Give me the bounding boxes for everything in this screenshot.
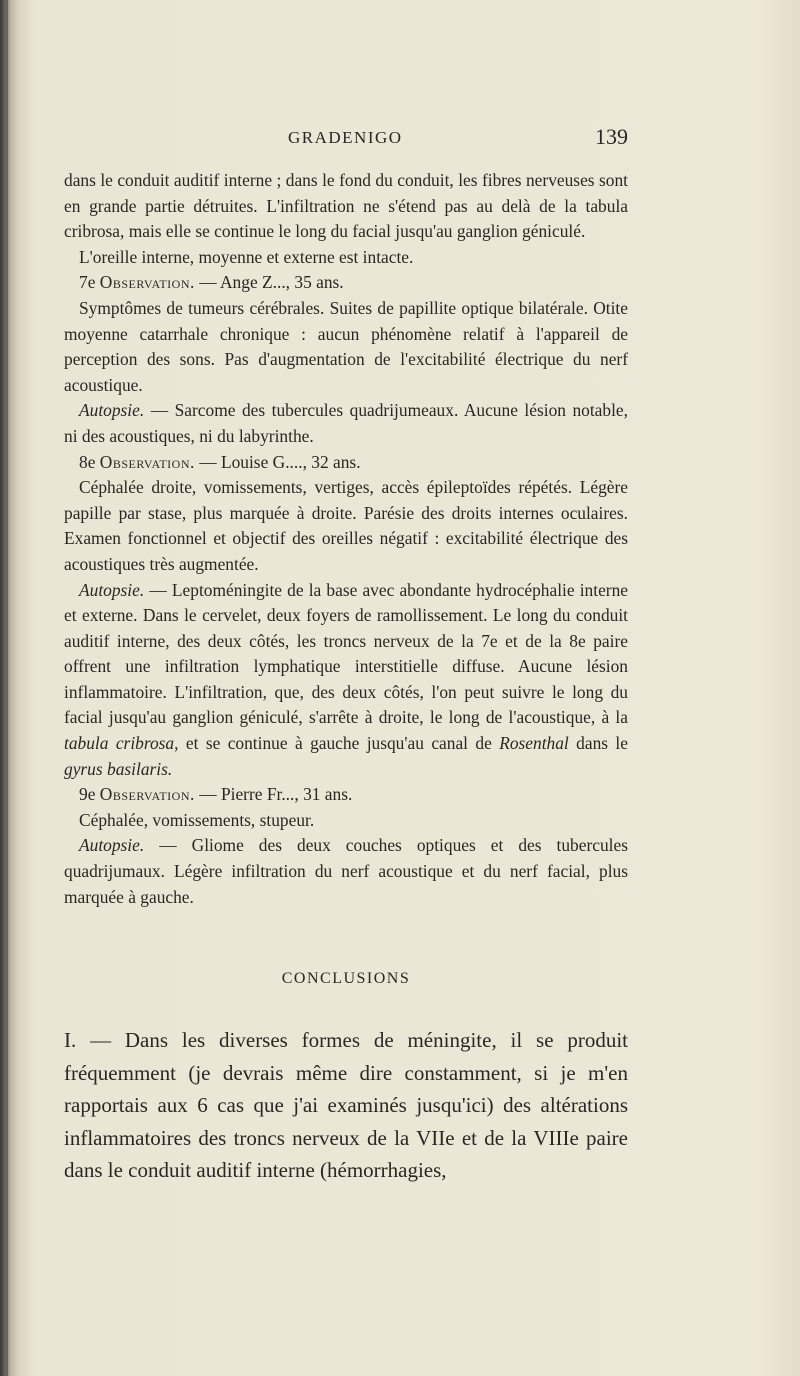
running-header — [64, 124, 628, 154]
observation-7-label: Observation. — [99, 272, 195, 293]
conclusion-paragraph-1 — [64, 1024, 628, 1187]
observation-9-autopsy-text: — Gliome des deux couches optiques et des tubercules quadrijumaux. Légère infiltration du nerf acoustique et du nerf facial, plus marquée à gauche. — [64, 835, 628, 907]
term-tabula-cribrosa: tabula cribrosa, — [64, 733, 179, 754]
observation-7-number: 7e — [79, 272, 96, 293]
observation-7-autopsy — [64, 398, 628, 449]
observation-8-autopsy-text-c: dans le — [576, 733, 628, 754]
observation-8-text: — Louise G...., 32 ans. — [199, 451, 361, 472]
conclusion-pair-vii: VIIe — [416, 1125, 455, 1150]
observation-8-number: 8e — [79, 451, 96, 472]
conclusion-text-a: I. — Dans les diverses formes de méningite, il se produit fréquemment (je devrais même dire constamment, si je m'en rapportais aux 6 cas que j'ai examinés jusqu'ici) des altérations inflammatoires des troncs nerveux de la — [64, 1028, 628, 1150]
observation-9-heading — [64, 782, 628, 808]
observation-8-symptoms: Céphalée droite, vomissements, vertiges, accès épileptoïdes répétés. Légère papille par stase, plus marquée à droite. Parésie des droits internes oculaires. Examen fonctionnel et objectif des oreilles négatif : excitabilité électrique des acoustiques très augmentée. — [64, 477, 628, 574]
observation-7-autopsy-text: — Sarcome des tubercules quadrijumeaux. Aucune lésion notable, ni des acoustiques, ni du labyrinthe. — [64, 400, 628, 446]
observation-9-autopsy — [64, 833, 628, 910]
observation-8-autopsy-text-b: et se continue à gauche jusqu'au canal de — [185, 733, 492, 754]
autopsy-label: Autopsie. — [79, 579, 145, 600]
paragraph-intact-ear: L'oreille interne, moyenne et externe est intacte. — [79, 246, 414, 267]
autopsy-label: Autopsie. — [79, 835, 145, 856]
page-number: 139 — [595, 124, 628, 149]
conclusion-text-b: et de la — [461, 1125, 527, 1150]
conclusions-heading: CONCLUSIONS — [281, 970, 411, 987]
paragraph-continuation: dans le conduit auditif interne ; dans le fond du conduit, les fibres nerveuses sont en grande partie détruites. L'infiltration ne s'étend pas au delà de la tabula cribrosa, mais elle se continue le long du facial jusqu'au ganglion géniculé. — [64, 170, 628, 242]
observation-7-symptoms: Symptômes de tumeurs cérébrales. Suites de papillite optique bilatérale. Otite moyenne catarrhale chronique : aucun phénomène relatif à l'appareil de perception des sons. Pas d'augmentation de l'excitabilité électrique du nerf acoustique. — [64, 297, 628, 395]
conclusion-pair-viii: VIIIe — [533, 1125, 579, 1150]
observation-8-label: Observation. — [99, 451, 195, 472]
observation-8-autopsy — [64, 578, 628, 783]
observation-7-text: — Ange Z..., 35 ans. — [199, 272, 344, 293]
observation-8-heading — [64, 450, 628, 476]
observation-8-autopsy-text-a: — Leptoméningite de la base avec abondante hydrocéphalie interne et externe. Dans le cervelet, deux foyers de ramollissement. Le long du conduit auditif interne, des deux côtés, les troncs nerveux de la 7e et de la 8e paire offrent une infiltration lymphatique interstitielle diffuse. Aucune lésion inflammatoire. L'infiltration, que, des deux côtés, l'on peut suivre le long du facial jusqu'au ganglion géniculé, s'arrête à droite, le long de l'acoustique, à la — [64, 579, 628, 728]
conclusion-text-c: paire dans le conduit auditif interne (hémorrhagies, — [64, 1125, 629, 1183]
term-rosenthal: Rosenthal — [499, 733, 569, 754]
observation-9-symptoms: Céphalée, vomissements, stupeur. — [79, 809, 315, 830]
observation-9-number: 9e — [79, 784, 96, 805]
observation-9-text: — Pierre Fr..., 31 ans. — [199, 784, 353, 805]
observation-9-label: Observation. — [99, 784, 195, 805]
running-title: GRADENIGO — [288, 128, 403, 147]
book-spine-shadow — [6, 0, 8, 1376]
observation-7-heading — [64, 270, 628, 296]
term-gyrus-basilaris: gyrus basilaris. — [64, 758, 173, 779]
autopsy-label: Autopsie. — [79, 400, 145, 421]
body-text — [64, 168, 628, 910]
